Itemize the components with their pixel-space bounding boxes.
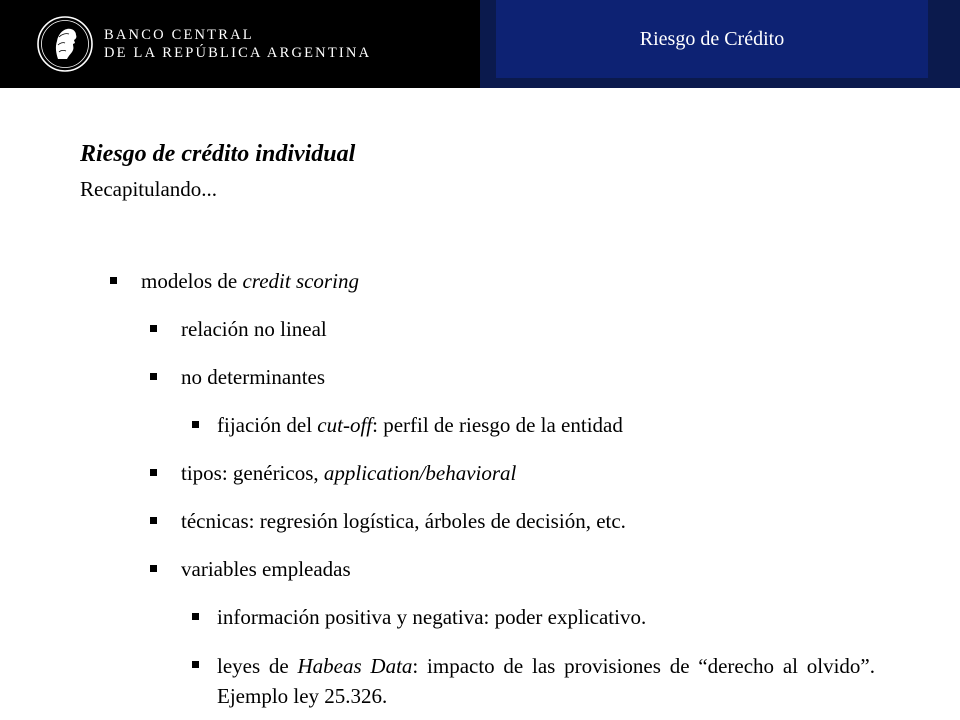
bullet-text	[217, 411, 623, 439]
bank-name	[104, 26, 371, 62]
bullet-text	[141, 267, 359, 295]
square-bullet-icon	[150, 469, 157, 476]
plain-text: : perfil de riesgo de la entidad	[372, 413, 623, 437]
bullet-text	[181, 507, 626, 535]
bullet-item	[192, 651, 875, 711]
plain-text: leyes de	[217, 654, 298, 678]
plain-text: : impacto de las provisiones de “derecho al olvido”. Ejemplo ley 25.326.	[217, 654, 875, 708]
square-bullet-icon	[192, 613, 199, 620]
plain-text: no determinantes	[181, 365, 326, 389]
bullet-item	[192, 603, 646, 631]
bullet-text	[181, 555, 351, 583]
italic-text: credit scoring	[242, 269, 359, 293]
plain-text: información positiva y negativa: poder explicativo.	[217, 605, 647, 629]
section-title-panel	[496, 0, 928, 78]
square-bullet-icon	[192, 421, 199, 428]
bullet-item	[150, 459, 516, 487]
bank-name-line2: DE LA REPÚBLICA ARGENTINA	[104, 45, 372, 61]
square-bullet-icon	[150, 373, 157, 380]
italic-text: application/behavioral	[323, 461, 517, 485]
italic-text: Habeas Data	[297, 654, 413, 678]
bullet-item	[110, 267, 359, 295]
slide-subheading: Recapitulando...	[80, 177, 218, 201]
header-bar	[0, 0, 960, 88]
bullet-text	[181, 459, 516, 487]
bank-seal-icon	[36, 15, 94, 73]
bullet-item	[150, 555, 351, 583]
square-bullet-icon	[150, 565, 157, 572]
bank-name-line1: BANCO CENTRAL	[104, 27, 254, 43]
bullet-text	[181, 363, 325, 391]
bullet-text	[217, 651, 875, 711]
section-title-box	[480, 0, 960, 88]
bank-logo	[36, 10, 372, 78]
plain-text: tipos: genéricos,	[181, 461, 324, 485]
square-bullet-icon	[192, 661, 199, 668]
plain-text: fijación del	[217, 413, 318, 437]
square-bullet-icon	[150, 325, 157, 332]
square-bullet-icon	[110, 277, 117, 284]
bullet-text	[181, 315, 327, 343]
bullet-item	[192, 411, 623, 439]
plain-text: técnicas: regresión logística, árboles de decisión, etc.	[181, 509, 626, 533]
plain-text: variables empleadas	[181, 557, 351, 581]
bullet-text	[217, 603, 646, 631]
bullet-item	[150, 363, 325, 391]
slide-heading: Riesgo de crédito individual	[80, 141, 356, 167]
square-bullet-icon	[150, 517, 157, 524]
bullet-item	[150, 315, 327, 343]
bullet-item	[150, 507, 626, 535]
italic-text: cut-off	[317, 413, 373, 437]
section-title: Riesgo de Crédito	[639, 27, 785, 50]
plain-text: relación no lineal	[181, 317, 327, 341]
slide-content	[80, 134, 920, 204]
plain-text: modelos de	[141, 269, 243, 293]
